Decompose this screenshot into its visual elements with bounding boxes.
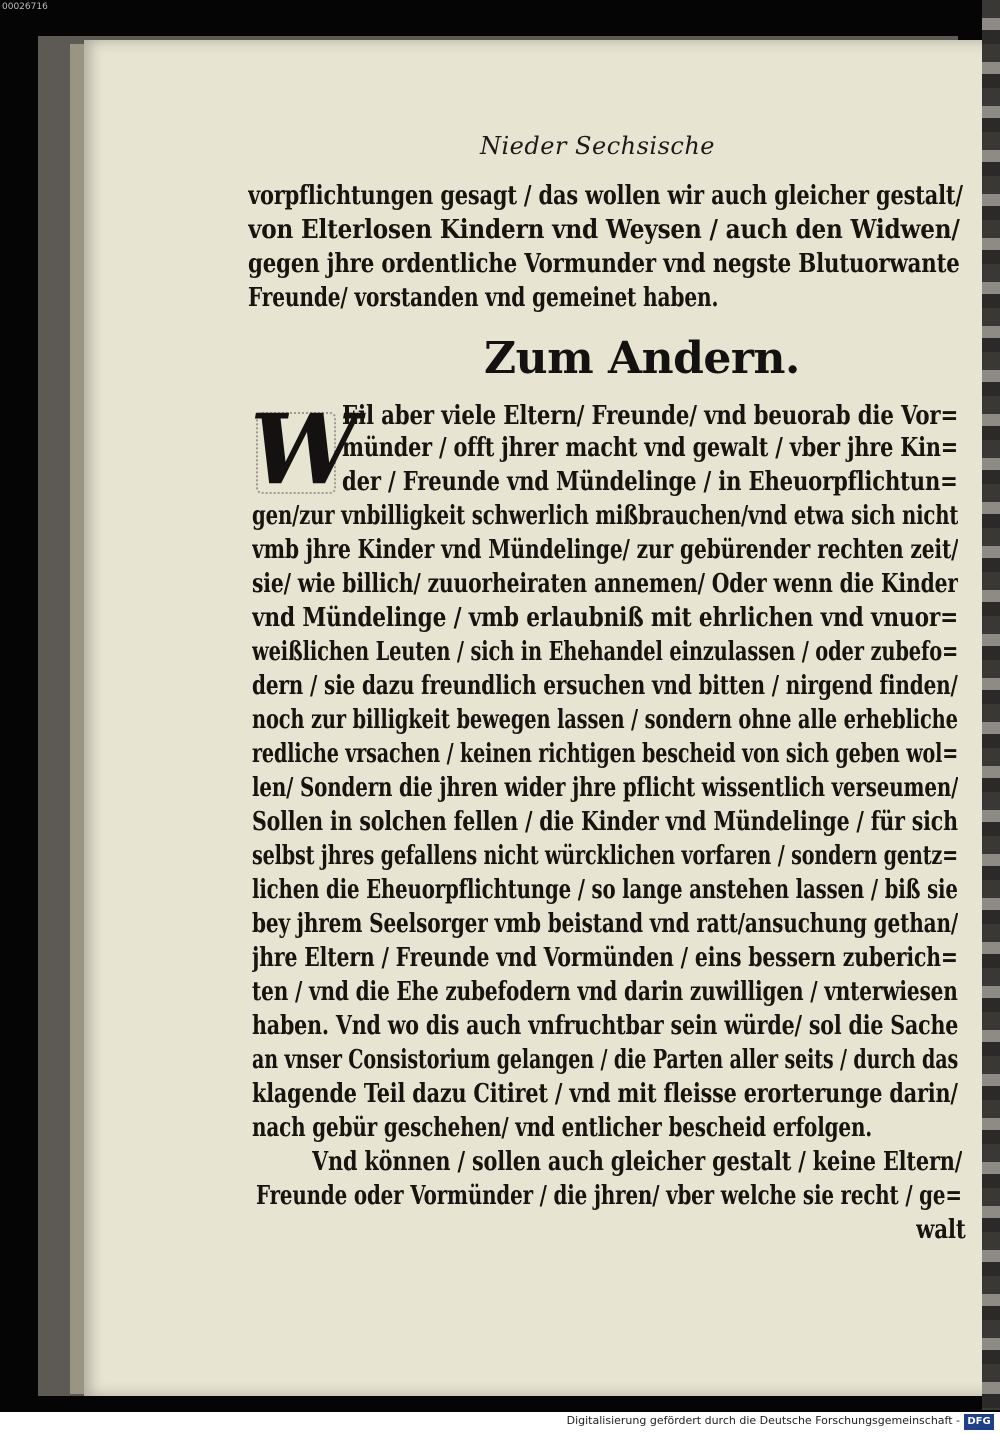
- section-heading: Zum Andern.: [484, 333, 800, 384]
- text-line: ten / vnd die Ehe zubefodern vnd darin zuwilligen / vnterwiesen: [252, 976, 958, 1007]
- text-line: an vnser Consistorium gelangen / die Parten aller seits / durch das: [252, 1044, 958, 1075]
- scan-id: 00026716: [2, 2, 48, 12]
- text-line: vorpflichtungen gesagt / das wollen wir auch gleicher gestalt/: [248, 180, 963, 211]
- text-line: der / Freunde vnd Mündelinge / in Eheuorpflichtun=: [342, 466, 958, 497]
- text-line: dern / sie dazu freundlich ersuchen vnd bitten / nirgend finden/: [252, 670, 958, 701]
- text-line: Sollen in solchen fellen / die Kinder vnd Mündelinge / für sich: [252, 806, 958, 837]
- text-line: klagende Teil dazu Citiret / vnd mit fleisse erorterunge darin/: [252, 1078, 958, 1109]
- dfg-logo: DFG: [964, 1414, 994, 1430]
- text-line: noch zur billigkeit bewegen lassen / sondern ohne alle erhebliche: [252, 704, 958, 735]
- text-line: bey jhrem Seelsorger vmb beistand vnd ratt/ansuchung gethan/: [252, 908, 958, 939]
- text-line: weißlichen Leuten / sich in Ehehandel einzulassen / oder zubefo=: [252, 636, 958, 667]
- text-line: münder / offt jhrer macht vnd gewalt / vber jhre Kin=: [342, 432, 958, 463]
- text-line: Eil aber viele Eltern/ Freunde/ vnd beuorab die Vor=: [342, 400, 958, 431]
- text-line: Vnd können / sollen auch gleicher gestalt / keine Eltern/: [312, 1146, 962, 1177]
- text-line: gegen jhre ordentliche Vormunder vnd negste Blutuorwante: [248, 248, 960, 279]
- text-line: jhre Eltern / Freunde vnd Vormünden / eins bessern zuberich=: [252, 942, 958, 973]
- text-line: Freunde oder Vormünder / die jhren/ vber welche sie recht / ge=: [256, 1180, 962, 1211]
- text-line: lichen die Eheuorpflichtunge / so lange anstehen lassen / biß sie: [252, 874, 958, 905]
- dropcap-initial: W: [250, 393, 358, 506]
- text-line: selbst jhres gefallens nicht würcklichen vorfaren / sondern gentz=: [252, 840, 958, 871]
- text-line: walt: [916, 1214, 966, 1245]
- text-line: haben. Vnd wo dis auch vnfruchtbar sein würde/ sol die Sache: [252, 1010, 958, 1041]
- text-line: gen/zur vnbilligkeit schwerlich mißbrauchen/vnd etwa sich nicht: [252, 500, 958, 531]
- running-header: Nieder Sechsische: [480, 132, 715, 160]
- text-line: redliche vrsachen / keinen richtigen bescheid von sich geben wol=: [252, 738, 958, 769]
- text-line: Freunde/ vorstanden vnd gemeinet haben.: [248, 282, 718, 313]
- text-line: sie/ wie billich/ zuuorheiraten annemen/ Oder wenn die Kinder: [252, 568, 958, 599]
- footer-credit: Digitalisierung gefördert durch die Deutsche Forschungsgemeinschaft -: [566, 1414, 960, 1427]
- text-line: von Elterlosen Kindern vnd Weysen / auch den Widwen/: [248, 214, 960, 245]
- text-line: len/ Sondern die jhren wider jhre pflicht wissentlich verseumen/: [252, 772, 958, 803]
- text-line: nach gebür geschehen/ vnd entlicher bescheid erfolgen.: [252, 1112, 872, 1143]
- text-line: vnd Mündelinge / vmb erlaubniß mit ehrlichen vnd vnuor=: [252, 602, 958, 633]
- text-line: vmb jhre Kinder vnd Mündelinge/ zur gebürender rechten zeit/: [252, 534, 958, 565]
